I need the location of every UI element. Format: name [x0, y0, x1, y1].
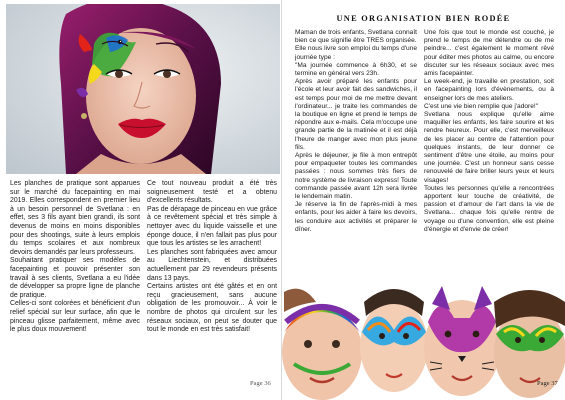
paragraph: "Ma journée commence à 6h30, et se termine en général vers 23h. [295, 61, 417, 78]
paragraph: Après avoir préparé les enfants pour l'école et leur avoir fait des sandwiches, il est temps pour moi de me mettre devant l'ordinateur... je traite les commandes de la boutique en ligne et prend le temps de répondre aux e-mails. Cela m'occupe une grande partie de la matinée et il est déjà l'heure de manger avec mon plus jeune fils. [295, 78, 417, 151]
paragraph: Une fois que tout le monde est couché, je prend le temps de me détendre ou de me peindre... c'est également le moment rêvé pour éditer mes photos au calme, ou encore discuter sur les réseaux sociaux avec mes amis facepainter. [424, 29, 554, 78]
section-title: UNE ORGANISATION BIEN RODÉE [336, 14, 511, 23]
paragraph: Je réserve la fin de l'après-midi à mes enfants, pour les aider à faire les devoirs, les conduire aux activités et préparer le dîner. [295, 201, 417, 233]
paragraph: C'est une vie bien remplie que j'adore!" [424, 102, 539, 110]
page-number-left: Page 36 [250, 380, 271, 387]
left-column-2 [147, 180, 277, 335]
child-face-cat [424, 286, 500, 396]
paragraph: Maman de trois enfants, Svetlana connaît bien ce que signifie être TRES organisée. [295, 29, 417, 45]
left-page [0, 0, 281, 400]
child-face-butterfly [360, 282, 428, 400]
page-number-right: Page 37 [537, 380, 558, 387]
paragraph: Pas de dérapage de pinceau en vue grâce à ce revêtement spécial et très simple à nettoyer avec du liquide vaisselle et une éponge douce, il n'en fallait pas plus pour que tous les artistes se les arrachent! [147, 205, 277, 248]
paragraph: Toutes les personnes qu'elle a rencontrées apportent leur touche de créativité, de passion et d'amour de l'art dans la vie de Svetlana... chaque fois qu'elle rentre de voyage ou d'une convention, elle est pleine d'énergie et d'envie de créer! [424, 184, 554, 233]
paragraph: Ce tout nouveau produit a été très soigneusement testé et a obtenu d'excellents résultats. [147, 180, 277, 205]
paragraph: Svetlana nous explique qu'elle aime maquiller les enfants, les faire sourire et les rendre heureux. Pour elle, c'est merveilleux de les placer au centre de l'attention pour quelques instants, de leur donner ce sentiment d'être une étoile, au moins pour une journée. C'est un honneur sans cesse renouvelé de faire briller leurs yeux et leurs visages! [424, 111, 554, 184]
paragraph: Le week-end, je travaille en prestation, soit en facepainting lors d'évènements, ou à enseigner lors de mes ateliers. [424, 78, 554, 102]
paragraph: Souhaitant pratiquer ses modèles de facepainting et pouvoir présenter son travail à ses clients, Svetlana a eu l'idée de développer sa propre ligne de planche de pratique. [10, 257, 140, 299]
right-column-2 [424, 29, 554, 234]
right-column-1 [295, 29, 417, 234]
paragraph: Les planches sont fabriquées avec amour au Liechtenstein, et distribuées actuellement par 29 revendeurs présents dans 13 pays. [147, 248, 277, 282]
children-photos [282, 282, 565, 400]
portrait-photo [6, 4, 280, 174]
paragraph: Après le déjeuner, je file à mon entrepôt pour empaqueter toutes les commandes passées : nous sommes très fiers de notre système de livraison express! Toute commande passée avant 12h sera livrée le lendemain matin. [295, 152, 417, 201]
paragraph: Celles-ci sont colorées et bénéficient d'un relief spécial sur leur surface, afin que le pinceau glisse parfaitement, même avec le plus doux mouvement! [10, 300, 140, 334]
paragraph: Certains artistes ont été gâtés et en ont reçu gracieusement, sans aucune obligation de les promouvoir... À voir le nombre de photos qui circulent sur les réseaux sociaux, on peut se douter que tout le monde en est très satisfait! [147, 283, 277, 334]
paragraph: Elle nous livre son emploi du temps d'une journée type : [295, 45, 417, 61]
left-column-1 [10, 180, 140, 335]
paragraph: Les planches de pratique sont apparues sur le marché du facepainting en mai 2019. Elles correspondent en premier lieu à un besoin personnel de Svetlana : en effet, ses 3 fils ayant bien grandi, ils sont devenus de moins en moins disponibles pour des shootings, suite à leurs emplois du temps scolaires et aux nombreux devoirs demandés par leurs professeurs. [10, 180, 140, 256]
